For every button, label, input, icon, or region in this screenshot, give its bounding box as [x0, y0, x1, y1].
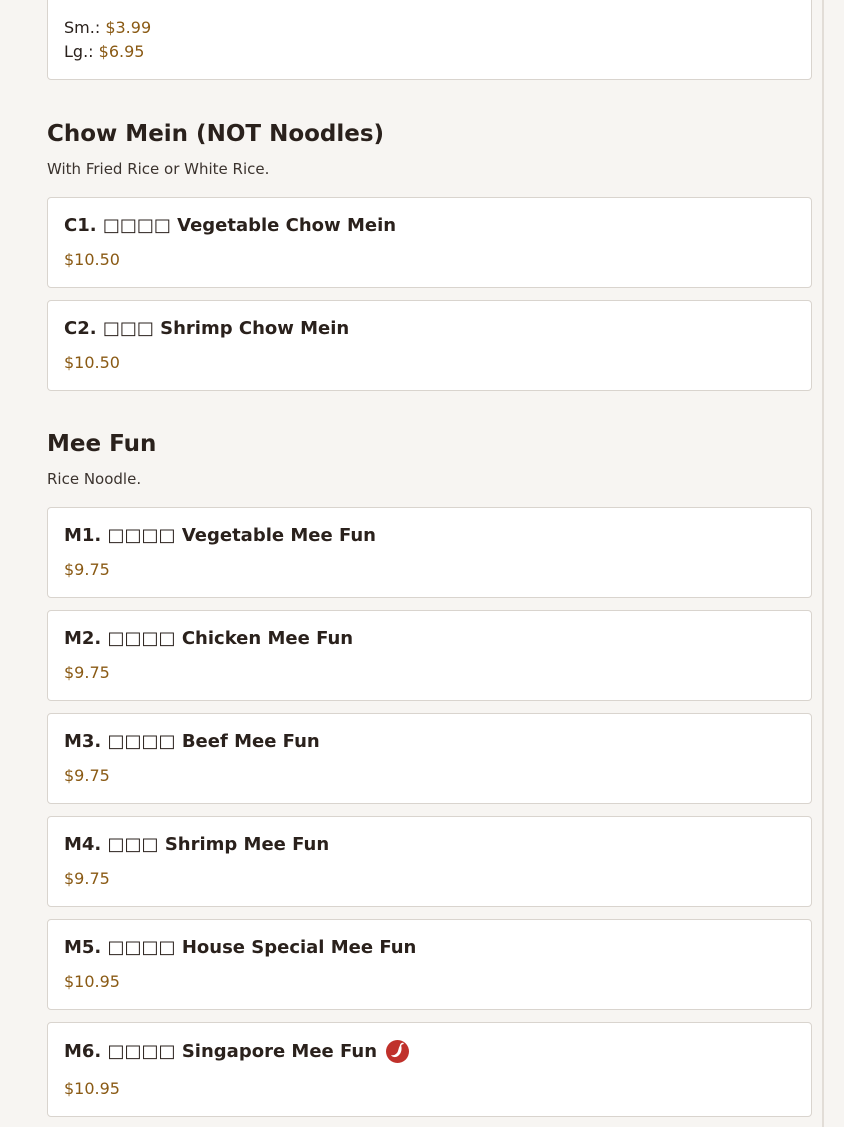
menu-item-price: $9.75 — [64, 869, 110, 888]
menu-item-card[interactable] — [47, 816, 812, 907]
menu-item-card[interactable] — [47, 0, 812, 80]
size-large-label: Lg.: — [64, 42, 94, 61]
menu-item-card[interactable] — [47, 300, 812, 391]
menu-item-price: $9.75 — [64, 560, 110, 579]
section-title-mee-fun: Mee Fun — [47, 431, 157, 457]
spicy-pepper-icon — [386, 1040, 409, 1063]
size-large-price: $6.95 — [98, 42, 145, 61]
section-title-chow-mein: Chow Mein (NOT Noodles) — [47, 121, 385, 147]
menu-item-card[interactable] — [47, 507, 812, 598]
menu-item-price: $10.50 — [64, 250, 120, 269]
size-small-label: Sm.: — [64, 18, 101, 37]
menu-item-name: M4. □□□ Shrimp Mee Fun — [64, 834, 330, 855]
menu-item-price: $10.95 — [64, 972, 120, 991]
menu-item-card[interactable] — [47, 919, 812, 1010]
menu-item-price: $9.75 — [64, 766, 110, 785]
menu-item-name: M5. □□□□ House Special Mee Fun — [64, 937, 417, 958]
menu-item-name: M3. □□□□ Beef Mee Fun — [64, 731, 320, 752]
section-description-chow-mein: With Fried Rice or White Rice. — [47, 160, 270, 178]
page-right-edge — [822, 0, 824, 1127]
menu-item-card[interactable] — [47, 713, 812, 804]
menu-item-price: $10.95 — [64, 1079, 120, 1098]
menu-item-card[interactable] — [47, 1022, 812, 1117]
menu-item-name: C2. □□□ Shrimp Chow Mein — [64, 318, 350, 339]
size-small-price: $3.99 — [105, 18, 152, 37]
section-description-mee-fun: Rice Noodle. — [47, 470, 142, 488]
menu-item-card[interactable] — [47, 610, 812, 701]
menu-item-price: $9.75 — [64, 663, 110, 682]
size-large-line — [64, 42, 144, 61]
size-small-line — [64, 18, 151, 37]
menu-item-name: M6. □□□□ Singapore Mee Fun — [64, 1041, 378, 1062]
menu-item-card[interactable] — [47, 197, 812, 288]
menu-item-price: $10.50 — [64, 353, 120, 372]
menu-item-title-row — [64, 1040, 409, 1063]
menu-item-name: M2. □□□□ Chicken Mee Fun — [64, 628, 354, 649]
menu-item-name: M1. □□□□ Vegetable Mee Fun — [64, 525, 376, 546]
menu-item-name: C1. □□□□ Vegetable Chow Mein — [64, 215, 397, 236]
